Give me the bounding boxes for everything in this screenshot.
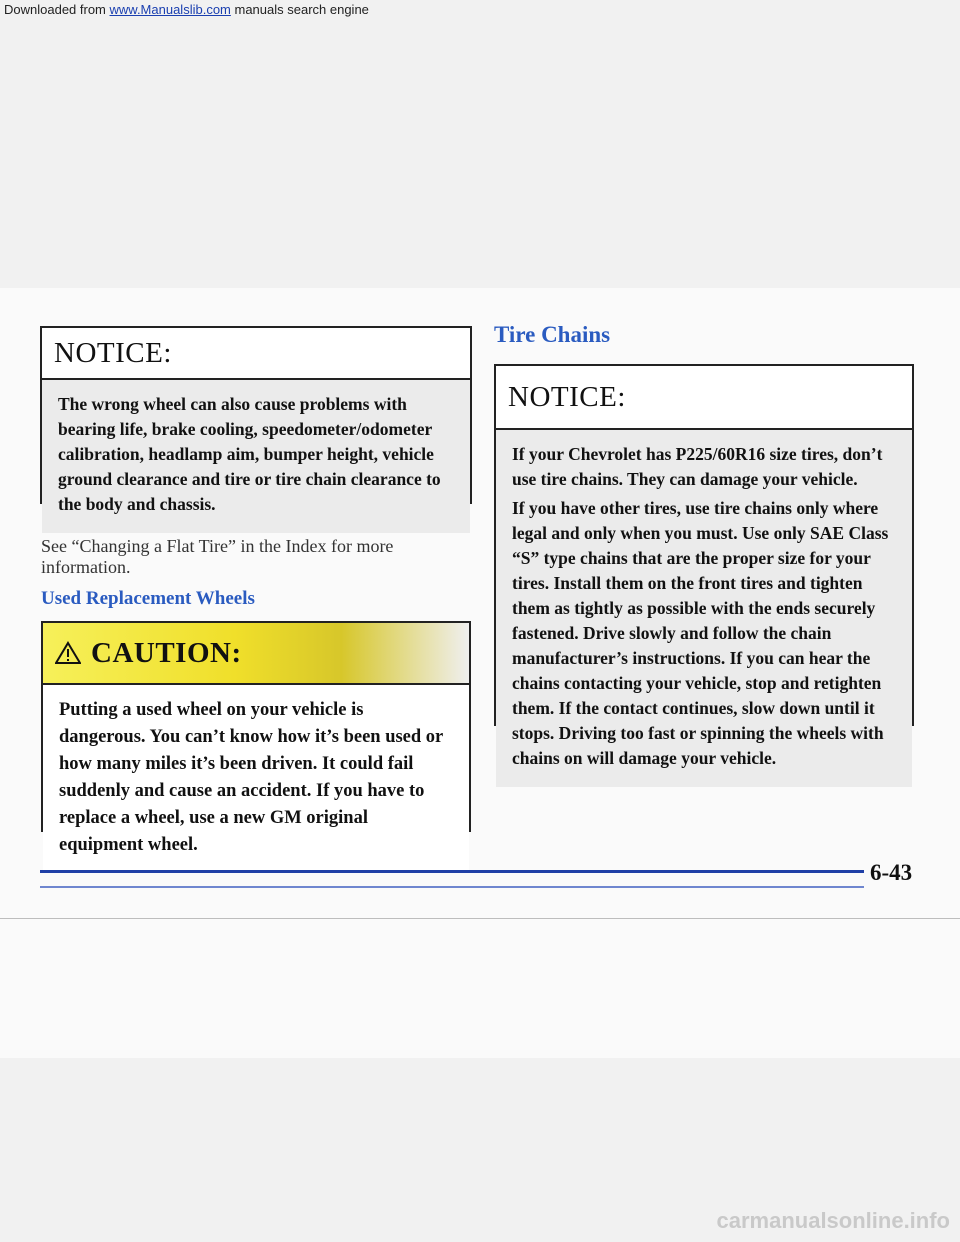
notice-heading: NOTICE:: [496, 366, 912, 430]
download-prefix: Downloaded from: [4, 2, 110, 17]
caution-title: CAUTION:: [91, 636, 242, 669]
notice-body: [496, 430, 912, 787]
manualslib-link[interactable]: www.Manualslib.com: [109, 2, 231, 17]
notice-heading: NOTICE:: [42, 328, 470, 380]
notice-text: The wrong wheel can also cause problems with bearing life, brake cooling, speedometer/odometer calibration, headlamp aim, bumper height, vehicle ground clearance and tire or tire chain clearance to the body and chassis.: [58, 394, 441, 514]
footer-rule-top: [40, 870, 864, 873]
caution-heading: [43, 623, 469, 685]
warning-triangle-icon: [55, 641, 81, 665]
notice-box-tire-chains: [494, 364, 914, 768]
used-wheels-heading: Used Replacement Wheels: [41, 588, 255, 609]
notice-body: [42, 380, 470, 533]
download-source-line: [4, 2, 369, 17]
chain-instructions: If you have other tires, use tire chains only where legal and only when you must. Use only SAE Class “S” type chains that are the proper size for your tires. Install them on the front tires and tighten them as tightly as possible with the ends securely fastened. Drive slowly and follow the chain manufacturer’s instructions. If you can hear the chains contacting your vehicle, stop and retighten them. If the contact continues, slow down until it stops. Driving too fast or spinning the wheels with chains on will damage your vehicle.: [512, 498, 889, 768]
footer-watermark: carmanualsonline.info: [716, 1208, 950, 1233]
caution-box: [41, 621, 471, 855]
tire-size-warning: If your Chevrolet has P225/60R16 size tires, don’t use tire chains. They can damage your vehicle.: [512, 444, 883, 489]
tire-chains-title: Tire Chains: [494, 322, 611, 347]
download-suffix: manuals search engine: [230, 2, 369, 17]
caution-text: Putting a used wheel on your vehicle is dangerous. You can’t know how it’s been used or how many miles it’s been driven. It could fail suddenly and cause an accident. If you have to replace a wheel, use a new GM original equipment wheel.: [43, 685, 469, 871]
footer-rule-bottom: [40, 886, 864, 888]
notice-box-wheels: [40, 326, 472, 514]
page-number: 6-43: [870, 860, 913, 885]
footer-rule-grey: [0, 918, 960, 919]
index-reference-text: See “Changing a Flat Tire” in the Index for more information.: [41, 536, 394, 577]
